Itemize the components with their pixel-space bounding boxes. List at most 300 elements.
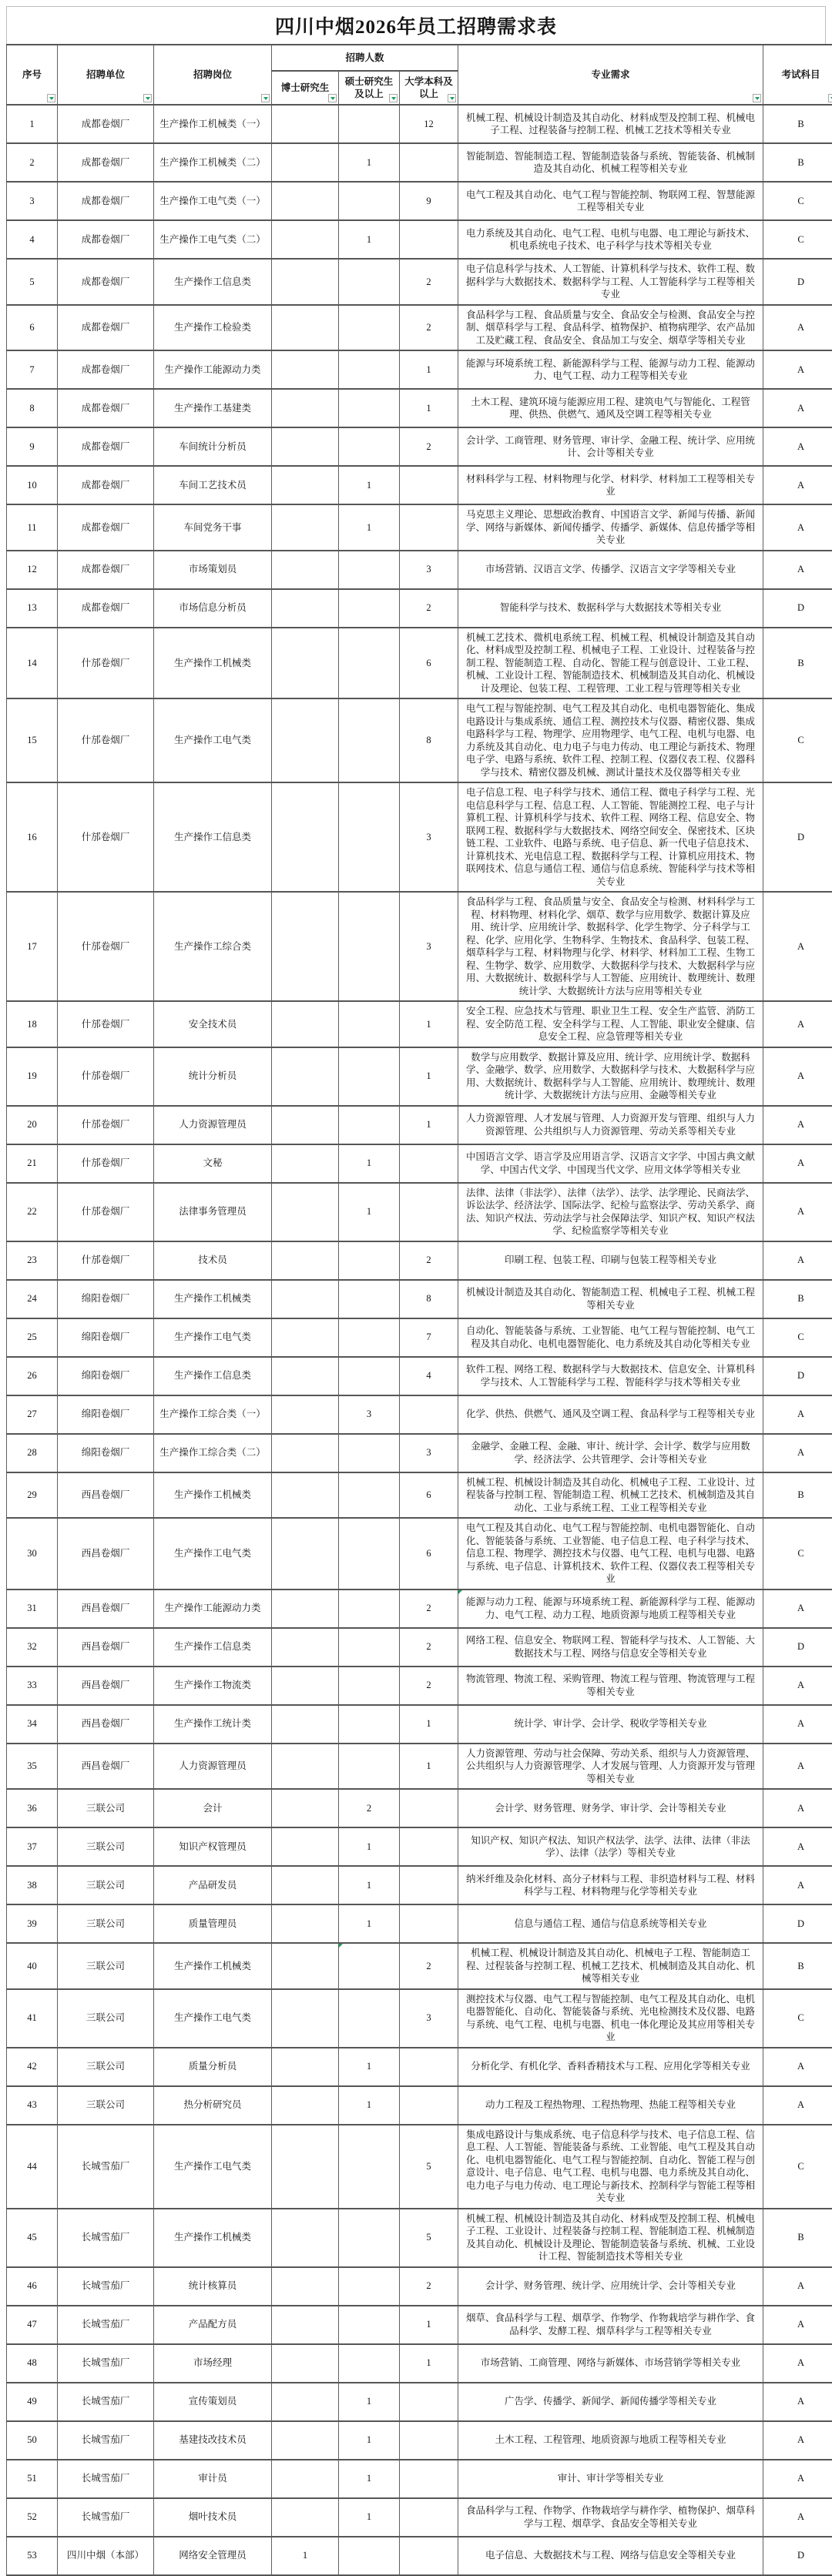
table-row	[7, 220, 832, 259]
major-requirements: 统计学、审计学、会计学、税收学等相关专业	[458, 1705, 763, 1744]
exam-subject: A	[763, 1744, 832, 1790]
exam-subject: A	[763, 1827, 832, 1866]
row-number: 5	[7, 259, 58, 305]
position: 热分析研究员	[154, 2086, 272, 2125]
exam-subject: C	[763, 220, 832, 259]
row-number: 10	[7, 466, 58, 504]
row-number: 25	[7, 1318, 58, 1357]
count-bachelor: 2	[400, 1241, 458, 1280]
table-row	[7, 1943, 832, 1989]
major-requirements: 电气工程及其自动化、电气工程与智能控制、物联网工程、智慧能源工程等相关专业	[458, 182, 763, 220]
exam-subject: C	[763, 1318, 832, 1357]
count-bachelor	[400, 2460, 458, 2498]
exam-subject: A	[763, 2306, 832, 2344]
count-bachelor: 1	[400, 1705, 458, 1744]
recruiting-unit: 成都卷烟厂	[58, 220, 154, 259]
position: 生产操作工信息类	[154, 259, 272, 305]
count-phd	[272, 2383, 339, 2421]
position: 生产操作工机械类（一）	[154, 105, 272, 143]
row-number: 6	[7, 305, 58, 351]
row-number: 24	[7, 1280, 58, 1318]
header-cell-master	[339, 71, 400, 105]
row-number: 43	[7, 2086, 58, 2125]
major-requirements: 物流管理、物流工程、采购管理、物流工程与管理、物流管理与工程等相关专业	[458, 1667, 763, 1705]
count-phd	[272, 1280, 339, 1318]
table-row	[7, 2537, 832, 2575]
row-number: 28	[7, 1434, 58, 1472]
count-phd	[272, 182, 339, 220]
table-row	[7, 1904, 832, 1943]
recruiting-unit: 三联公司	[58, 1989, 154, 2048]
count-bachelor: 1	[400, 389, 458, 427]
major-requirements: 智能科学与技术、数据科学与大数据技术等相关专业	[458, 589, 763, 628]
count-phd	[272, 1943, 339, 1989]
row-number: 11	[7, 504, 58, 551]
position: 生产操作工机械类	[154, 1472, 272, 1519]
exam-subject: A	[763, 1144, 832, 1183]
position: 生产操作工统计类	[154, 1705, 272, 1744]
exam-subject: D	[763, 259, 832, 305]
row-number: 4	[7, 220, 58, 259]
major-requirements: 自动化、智能装备与系统、工业智能、电气工程与智能控制、电气工程及其自动化、电机电器智能化、电力系统及其自动化等相关专业	[458, 1318, 763, 1357]
filter-icon[interactable]	[261, 94, 270, 102]
header-cell-position	[154, 45, 272, 105]
count-bachelor: 2	[400, 427, 458, 466]
count-bachelor: 2	[400, 1589, 458, 1628]
row-number: 2	[7, 143, 58, 182]
count-master	[339, 1434, 400, 1472]
count-phd	[272, 1744, 339, 1790]
table-row	[7, 1357, 832, 1395]
recruiting-unit: 什邡卷烟厂	[58, 1047, 154, 1106]
major-requirements: 材料科学与工程、材料物理与化学、材料学、材料加工工程等相关专业	[458, 466, 763, 504]
table-row	[7, 1106, 832, 1144]
count-phd: 1	[272, 2537, 339, 2575]
filter-icon[interactable]	[389, 94, 398, 102]
recruiting-unit: 长城雪茄厂	[58, 2267, 154, 2306]
exam-subject: A	[763, 466, 832, 504]
count-bachelor: 3	[400, 1434, 458, 1472]
count-phd	[272, 1357, 339, 1395]
header-position-label: 招聘岗位	[193, 69, 232, 80]
header-master-label: 硕士研究生及以上	[345, 76, 394, 100]
position: 生产操作工机械类（二）	[154, 143, 272, 182]
position: 质量分析员	[154, 2048, 272, 2086]
count-bachelor	[400, 2537, 458, 2575]
exam-subject: A	[763, 1241, 832, 1280]
count-phd	[272, 105, 339, 143]
count-phd	[272, 698, 339, 782]
recruiting-unit: 西昌卷烟厂	[58, 1667, 154, 1705]
exam-subject: A	[763, 2086, 832, 2125]
major-requirements: 食品科学与工程、作物学、作物栽培学与耕作学、植物保护、烟草科学与工程、烟草学、食品安全等相关专业	[458, 2498, 763, 2537]
count-bachelor	[400, 2498, 458, 2537]
table-row	[7, 2086, 832, 2125]
count-bachelor: 1	[400, 350, 458, 389]
table-row	[7, 1589, 832, 1628]
count-master	[339, 305, 400, 351]
count-phd	[272, 2460, 339, 2498]
row-number: 53	[7, 2537, 58, 2575]
recruiting-unit: 绵阳卷烟厂	[58, 1434, 154, 1472]
recruitment-table	[6, 44, 832, 2576]
table-row	[7, 551, 832, 589]
count-bachelor	[400, 2421, 458, 2460]
recruiting-unit: 成都卷烟厂	[58, 350, 154, 389]
count-master	[339, 1241, 400, 1280]
count-master: 1	[339, 2421, 400, 2460]
major-requirements: 信息与通信工程、通信与信息系统等相关专业	[458, 1904, 763, 1943]
exam-subject: D	[763, 1904, 832, 1943]
position: 烟叶技术员	[154, 2498, 272, 2537]
recruiting-unit: 成都卷烟厂	[58, 105, 154, 143]
count-phd	[272, 220, 339, 259]
count-bachelor: 5	[400, 2209, 458, 2267]
position: 生产操作工信息类	[154, 1628, 272, 1667]
exam-subject: C	[763, 182, 832, 220]
recruiting-unit: 西昌卷烟厂	[58, 1744, 154, 1790]
major-requirements: 会计学、财务管理、财务学、审计学、会计等相关专业	[458, 1789, 763, 1827]
major-requirements: 金融学、金融工程、金融、审计、统计学、会计学、数学与应用数学、经济法学、公共管理学、会计等相关专业	[458, 1434, 763, 1472]
exam-subject: A	[763, 2421, 832, 2460]
count-phd	[272, 551, 339, 589]
count-master	[339, 1589, 400, 1628]
recruiting-unit: 西昌卷烟厂	[58, 1589, 154, 1628]
exam-subject: A	[763, 350, 832, 389]
table-row	[7, 350, 832, 389]
table-row	[7, 1001, 832, 1047]
filter-icon[interactable]	[753, 94, 761, 102]
major-requirements: 电气工程及其自动化、电气工程与智能控制、电机电器智能化、自动化、智能装备与系统、工业智能、电子信息工程、电子科学与技术、信息工程、物理学、测控技术与仪器、电气工程、电机与电器、电路与系统、电子信息、计算机技术、软件工程、仪器仪表工程等相关专业	[458, 1518, 763, 1589]
filter-icon[interactable]	[828, 94, 832, 102]
count-master	[339, 350, 400, 389]
recruiting-unit: 长城雪茄厂	[58, 2306, 154, 2344]
exam-subject: A	[763, 1183, 832, 1241]
table-row	[7, 1144, 832, 1183]
position: 法律事务管理员	[154, 1183, 272, 1241]
count-master	[339, 1518, 400, 1589]
recruiting-unit: 西昌卷烟厂	[58, 1472, 154, 1519]
count-bachelor: 1	[400, 2306, 458, 2344]
major-requirements: 测控技术与仪器、电气工程与智能控制、电气工程及其自动化、电机电器智能化、自动化、智能装备与系统、光电检测技术及仪器、电路与系统、电气工程、电机与电器、机电一体化理论及其应用等相关专业	[458, 1989, 763, 2048]
position: 生产操作工电气类	[154, 2125, 272, 2209]
table-header	[7, 45, 832, 105]
count-bachelor: 6	[400, 628, 458, 699]
count-phd	[272, 2267, 339, 2306]
header-no-label: 序号	[22, 69, 42, 80]
exam-subject: B	[763, 2209, 832, 2267]
exam-subject: C	[763, 2125, 832, 2209]
exam-subject: A	[763, 1106, 832, 1144]
major-requirements: 能源与动力工程、能源与环境系统工程、新能源科学与工程、能源动力、电气工程、动力工程、地质资源与地质工程等相关专业	[458, 1589, 763, 1628]
major-requirements: 烟草、食品科学与工程、烟草学、作物学、作物栽培学与耕作学、食品科学、发酵工程、烟草科学与工程等相关专业	[458, 2306, 763, 2344]
count-master	[339, 259, 400, 305]
major-requirements: 安全工程、应急技术与管理、职业卫生工程、安全生产监管、消防工程、安全防范工程、安全科学与工程、人工智能、职业安全健康、信息安全工程、应急管理等相关专业	[458, 1001, 763, 1047]
table-row	[7, 1789, 832, 1827]
count-master	[339, 1667, 400, 1705]
count-bachelor: 1	[400, 2344, 458, 2383]
count-bachelor	[400, 220, 458, 259]
position: 生产操作工综合类（二）	[154, 1434, 272, 1472]
major-requirements: 智能制造、智能制造工程、智能制造装备与系统、智能装备、机械制造及其自动化、机械工程等相关专业	[458, 143, 763, 182]
row-number: 30	[7, 1518, 58, 1589]
filter-icon[interactable]	[47, 94, 55, 102]
header-cell-bachelor	[400, 71, 458, 105]
count-phd	[272, 1472, 339, 1519]
row-number: 27	[7, 1395, 58, 1434]
table-row	[7, 1395, 832, 1434]
count-bachelor: 2	[400, 1667, 458, 1705]
position: 车间统计分析员	[154, 427, 272, 466]
table-row	[7, 305, 832, 351]
count-phd	[272, 2086, 339, 2125]
position: 人力资源管理员	[154, 1744, 272, 1790]
recruiting-unit: 什邡卷烟厂	[58, 1106, 154, 1144]
count-phd	[272, 2498, 339, 2537]
exam-subject: A	[763, 2498, 832, 2537]
table-row	[7, 2383, 832, 2421]
count-master: 1	[339, 1827, 400, 1866]
recruiting-unit: 成都卷烟厂	[58, 143, 154, 182]
position: 市场策划员	[154, 551, 272, 589]
row-number: 15	[7, 698, 58, 782]
row-number: 1	[7, 105, 58, 143]
count-master	[339, 1744, 400, 1790]
recruiting-unit: 三联公司	[58, 1866, 154, 1904]
position: 统计分析员	[154, 1047, 272, 1106]
filter-arrow-icon	[263, 97, 268, 100]
count-master	[339, 1280, 400, 1318]
header-cell-exam	[763, 45, 832, 105]
spreadsheet-page	[0, 6, 832, 2576]
count-bachelor: 2	[400, 2267, 458, 2306]
recruiting-unit: 长城雪茄厂	[58, 2498, 154, 2537]
position: 生产操作工能源动力类	[154, 1589, 272, 1628]
position: 市场信息分析员	[154, 589, 272, 628]
row-number: 14	[7, 628, 58, 699]
count-bachelor: 1	[400, 1001, 458, 1047]
count-master: 1	[339, 466, 400, 504]
filter-icon[interactable]	[448, 94, 456, 102]
position: 审计员	[154, 2460, 272, 2498]
table-row	[7, 2048, 832, 2086]
count-master: 3	[339, 1395, 400, 1434]
exam-subject: A	[763, 1789, 832, 1827]
row-number: 13	[7, 589, 58, 628]
count-phd	[272, 1628, 339, 1667]
position: 生产操作工电气类	[154, 1318, 272, 1357]
page-title: 四川中烟2026年员工招聘需求表	[6, 6, 826, 44]
major-requirements: 机械工程、机械设计制造及其自动化、机械电子工程、工业设计、过程装备与控制工程、智能制造工程、机械工艺技术、机械制造及其自动化、工业与系统工程、工业工程等相关专业	[458, 1472, 763, 1519]
recruiting-unit: 长城雪茄厂	[58, 2460, 154, 2498]
recruiting-unit: 什邡卷烟厂	[58, 1241, 154, 1280]
count-phd	[272, 1518, 339, 1589]
count-bachelor	[400, 1395, 458, 1434]
count-bachelor: 3	[400, 1989, 458, 2048]
exam-subject: C	[763, 1518, 832, 1589]
table-row	[7, 782, 832, 892]
header-cell-count-group	[272, 45, 458, 71]
row-number: 45	[7, 2209, 58, 2267]
count-bachelor: 2	[400, 1628, 458, 1667]
position: 生产操作工机械类	[154, 1280, 272, 1318]
major-requirements: 电子信息科学与技术、人工智能、计算机科学与技术、软件工程、数据科学与大数据技术、数据科学与工程、人工智能科学与工程等相关专业	[458, 259, 763, 305]
table-row	[7, 143, 832, 182]
count-master	[339, 2209, 400, 2267]
count-phd	[272, 589, 339, 628]
count-bachelor	[400, 2383, 458, 2421]
major-requirements: 知识产权、知识产权法、知识产权法学、法学、法律、法律（非法学）、法律（法学）等相关专业	[458, 1827, 763, 1866]
count-master	[339, 1047, 400, 1106]
header-cell-majors	[458, 45, 763, 105]
count-bachelor	[400, 1904, 458, 1943]
recruiting-unit: 成都卷烟厂	[58, 427, 154, 466]
count-bachelor: 6	[400, 1518, 458, 1589]
filter-icon[interactable]	[143, 94, 152, 102]
count-master: 2	[339, 1789, 400, 1827]
count-phd	[272, 1705, 339, 1744]
recruiting-unit: 成都卷烟厂	[58, 259, 154, 305]
count-master	[339, 182, 400, 220]
count-bachelor: 9	[400, 182, 458, 220]
count-phd	[272, 1789, 339, 1827]
count-phd	[272, 1183, 339, 1241]
table-row	[7, 892, 832, 1001]
exam-subject: C	[763, 698, 832, 782]
count-bachelor	[400, 2086, 458, 2125]
major-requirements: 分析化学、有机化学、香料香精技术与工程、应用化学等相关专业	[458, 2048, 763, 2086]
table-row	[7, 1472, 832, 1519]
row-number: 8	[7, 389, 58, 427]
filter-arrow-icon	[391, 97, 396, 100]
count-master: 1	[339, 2460, 400, 2498]
count-phd	[272, 389, 339, 427]
exam-subject: B	[763, 628, 832, 699]
exam-subject: D	[763, 1628, 832, 1667]
position: 人力资源管理员	[154, 1106, 272, 1144]
count-bachelor: 2	[400, 305, 458, 351]
recruiting-unit: 绵阳卷烟厂	[58, 1395, 154, 1434]
recruiting-unit: 什邡卷烟厂	[58, 1183, 154, 1241]
position: 车间工艺技术员	[154, 466, 272, 504]
count-master	[339, 1989, 400, 2048]
table-row	[7, 504, 832, 551]
count-bachelor: 4	[400, 1357, 458, 1395]
table-row	[7, 1744, 832, 1790]
major-requirements: 土木工程、建筑环境与能源应用工程、建筑电气与智能化、工程管理、供热、供燃气、通风及空调工程等相关专业	[458, 389, 763, 427]
table-row	[7, 1183, 832, 1241]
position: 生产操作工信息类	[154, 782, 272, 892]
recruiting-unit: 绵阳卷烟厂	[58, 1280, 154, 1318]
count-phd	[272, 466, 339, 504]
table-row	[7, 698, 832, 782]
count-phd	[272, 1827, 339, 1866]
count-bachelor: 3	[400, 782, 458, 892]
position: 生产操作工电气类	[154, 1518, 272, 1589]
count-bachelor: 7	[400, 1318, 458, 1357]
table-row	[7, 1434, 832, 1472]
count-master: 1	[339, 1904, 400, 1943]
position: 生产操作工电气类（二）	[154, 220, 272, 259]
row-number: 20	[7, 1106, 58, 1144]
count-bachelor: 6	[400, 1472, 458, 1519]
row-number: 42	[7, 2048, 58, 2086]
count-master: 1	[339, 2498, 400, 2537]
count-master	[339, 2537, 400, 2575]
count-master	[339, 1705, 400, 1744]
major-requirements: 机械工程、机械设计制造及其自动化、机械电子工程、智能制造工程、过程装备与控制工程、机械工艺技术、机械制造及其自动化、机械等相关专业	[458, 1943, 763, 1989]
recruiting-unit: 成都卷烟厂	[58, 305, 154, 351]
recruiting-unit: 三联公司	[58, 1827, 154, 1866]
exam-subject: C	[763, 1989, 832, 2048]
row-number: 49	[7, 2383, 58, 2421]
count-phd	[272, 427, 339, 466]
major-requirements: 审计、审计学等相关专业	[458, 2460, 763, 2498]
count-master	[339, 698, 400, 782]
count-master: 1	[339, 2383, 400, 2421]
major-requirements: 电子信息工程、电子科学与技术、通信工程、微电子科学与工程、光电信息科学与工程、信息工程、人工智能、智能测控工程、电子与计算机工程、计算机科学与技术、软件工程、网络工程、信息安全、物联网工程、数据科学与大数据技术、网络空间安全、保密技术、区块链工程、工业软件、电路与系统、电子信息、新一代电子信息技术、计算机技术、光电信息工程、数据科学与工程、计算机应用技术、物联网技术、信息与通信工程、通信与信息系统、智能科学与技术等相关专业	[458, 782, 763, 892]
table-row	[7, 2267, 832, 2306]
row-number: 26	[7, 1357, 58, 1395]
count-phd	[272, 1241, 339, 1280]
table-body	[7, 105, 832, 2575]
count-phd	[272, 1904, 339, 1943]
count-master	[339, 1628, 400, 1667]
count-bachelor: 1	[400, 1047, 458, 1106]
position: 产品配方员	[154, 2306, 272, 2344]
count-master	[339, 427, 400, 466]
count-phd	[272, 2344, 339, 2383]
header-majors-label: 专业需求	[592, 69, 630, 80]
major-requirements: 纳米纤维及杂化材料、高分子材料与工程、非织造材料与工程、材料科学与工程、材料物理与化学等相关专业	[458, 1866, 763, 1904]
recruiting-unit: 三联公司	[58, 1904, 154, 1943]
recruiting-unit: 成都卷烟厂	[58, 504, 154, 551]
exam-subject: B	[763, 105, 832, 143]
recruiting-unit: 西昌卷烟厂	[58, 1628, 154, 1667]
count-master	[339, 389, 400, 427]
exam-subject: D	[763, 1357, 832, 1395]
row-number: 47	[7, 2306, 58, 2344]
exam-subject: B	[763, 1280, 832, 1318]
major-requirements: 市场营销、工商管理、网络与新媒体、市场营销学等相关专业	[458, 2344, 763, 2383]
table-row	[7, 1518, 832, 1589]
major-requirements: 食品科学与工程、食品质量与安全、食品安全与检测、食品安全与控制、烟草科学与工程、食品科学、植物保护、植物病理学、农产品加工及贮藏工程、食品安全、食品加工与安全、烟草学等相关专业	[458, 305, 763, 351]
position: 生产操作工机械类	[154, 628, 272, 699]
major-requirements: 会计学、工商管理、财务管理、审计学、金融工程、统计学、应用统计、会计等相关专业	[458, 427, 763, 466]
recruiting-unit: 长城雪茄厂	[58, 2209, 154, 2267]
table-row	[7, 2125, 832, 2209]
position: 统计核算员	[154, 2267, 272, 2306]
row-number: 36	[7, 1789, 58, 1827]
major-requirements: 动力工程及工程热物理、工程热物理、热能工程等相关专业	[458, 2086, 763, 2125]
position: 车间党务干事	[154, 504, 272, 551]
position: 宣传策划员	[154, 2383, 272, 2421]
filter-icon[interactable]	[328, 94, 337, 102]
row-number: 19	[7, 1047, 58, 1106]
row-number: 32	[7, 1628, 58, 1667]
count-bachelor	[400, 1827, 458, 1866]
recruiting-unit: 什邡卷烟厂	[58, 1001, 154, 1047]
count-master	[339, 1357, 400, 1395]
count-phd	[272, 628, 339, 699]
recruiting-unit: 四川中烟（本部）	[58, 2537, 154, 2575]
row-number: 12	[7, 551, 58, 589]
header-cell-phd	[272, 71, 339, 105]
row-number: 35	[7, 1744, 58, 1790]
position: 生产操作工机械类	[154, 1943, 272, 1989]
position: 生产操作工电气类	[154, 698, 272, 782]
major-requirements: 数学与应用数学、数据计算及应用、统计学、应用统计学、数据科学、金融学、数学、应用数学、大数据科学与技术、大数据科学与应用、大数据统计、数据科学与人工智能、应用统计、数理统计、数理统计学、大数据统计方法与应用、金融等相关专业	[458, 1047, 763, 1106]
